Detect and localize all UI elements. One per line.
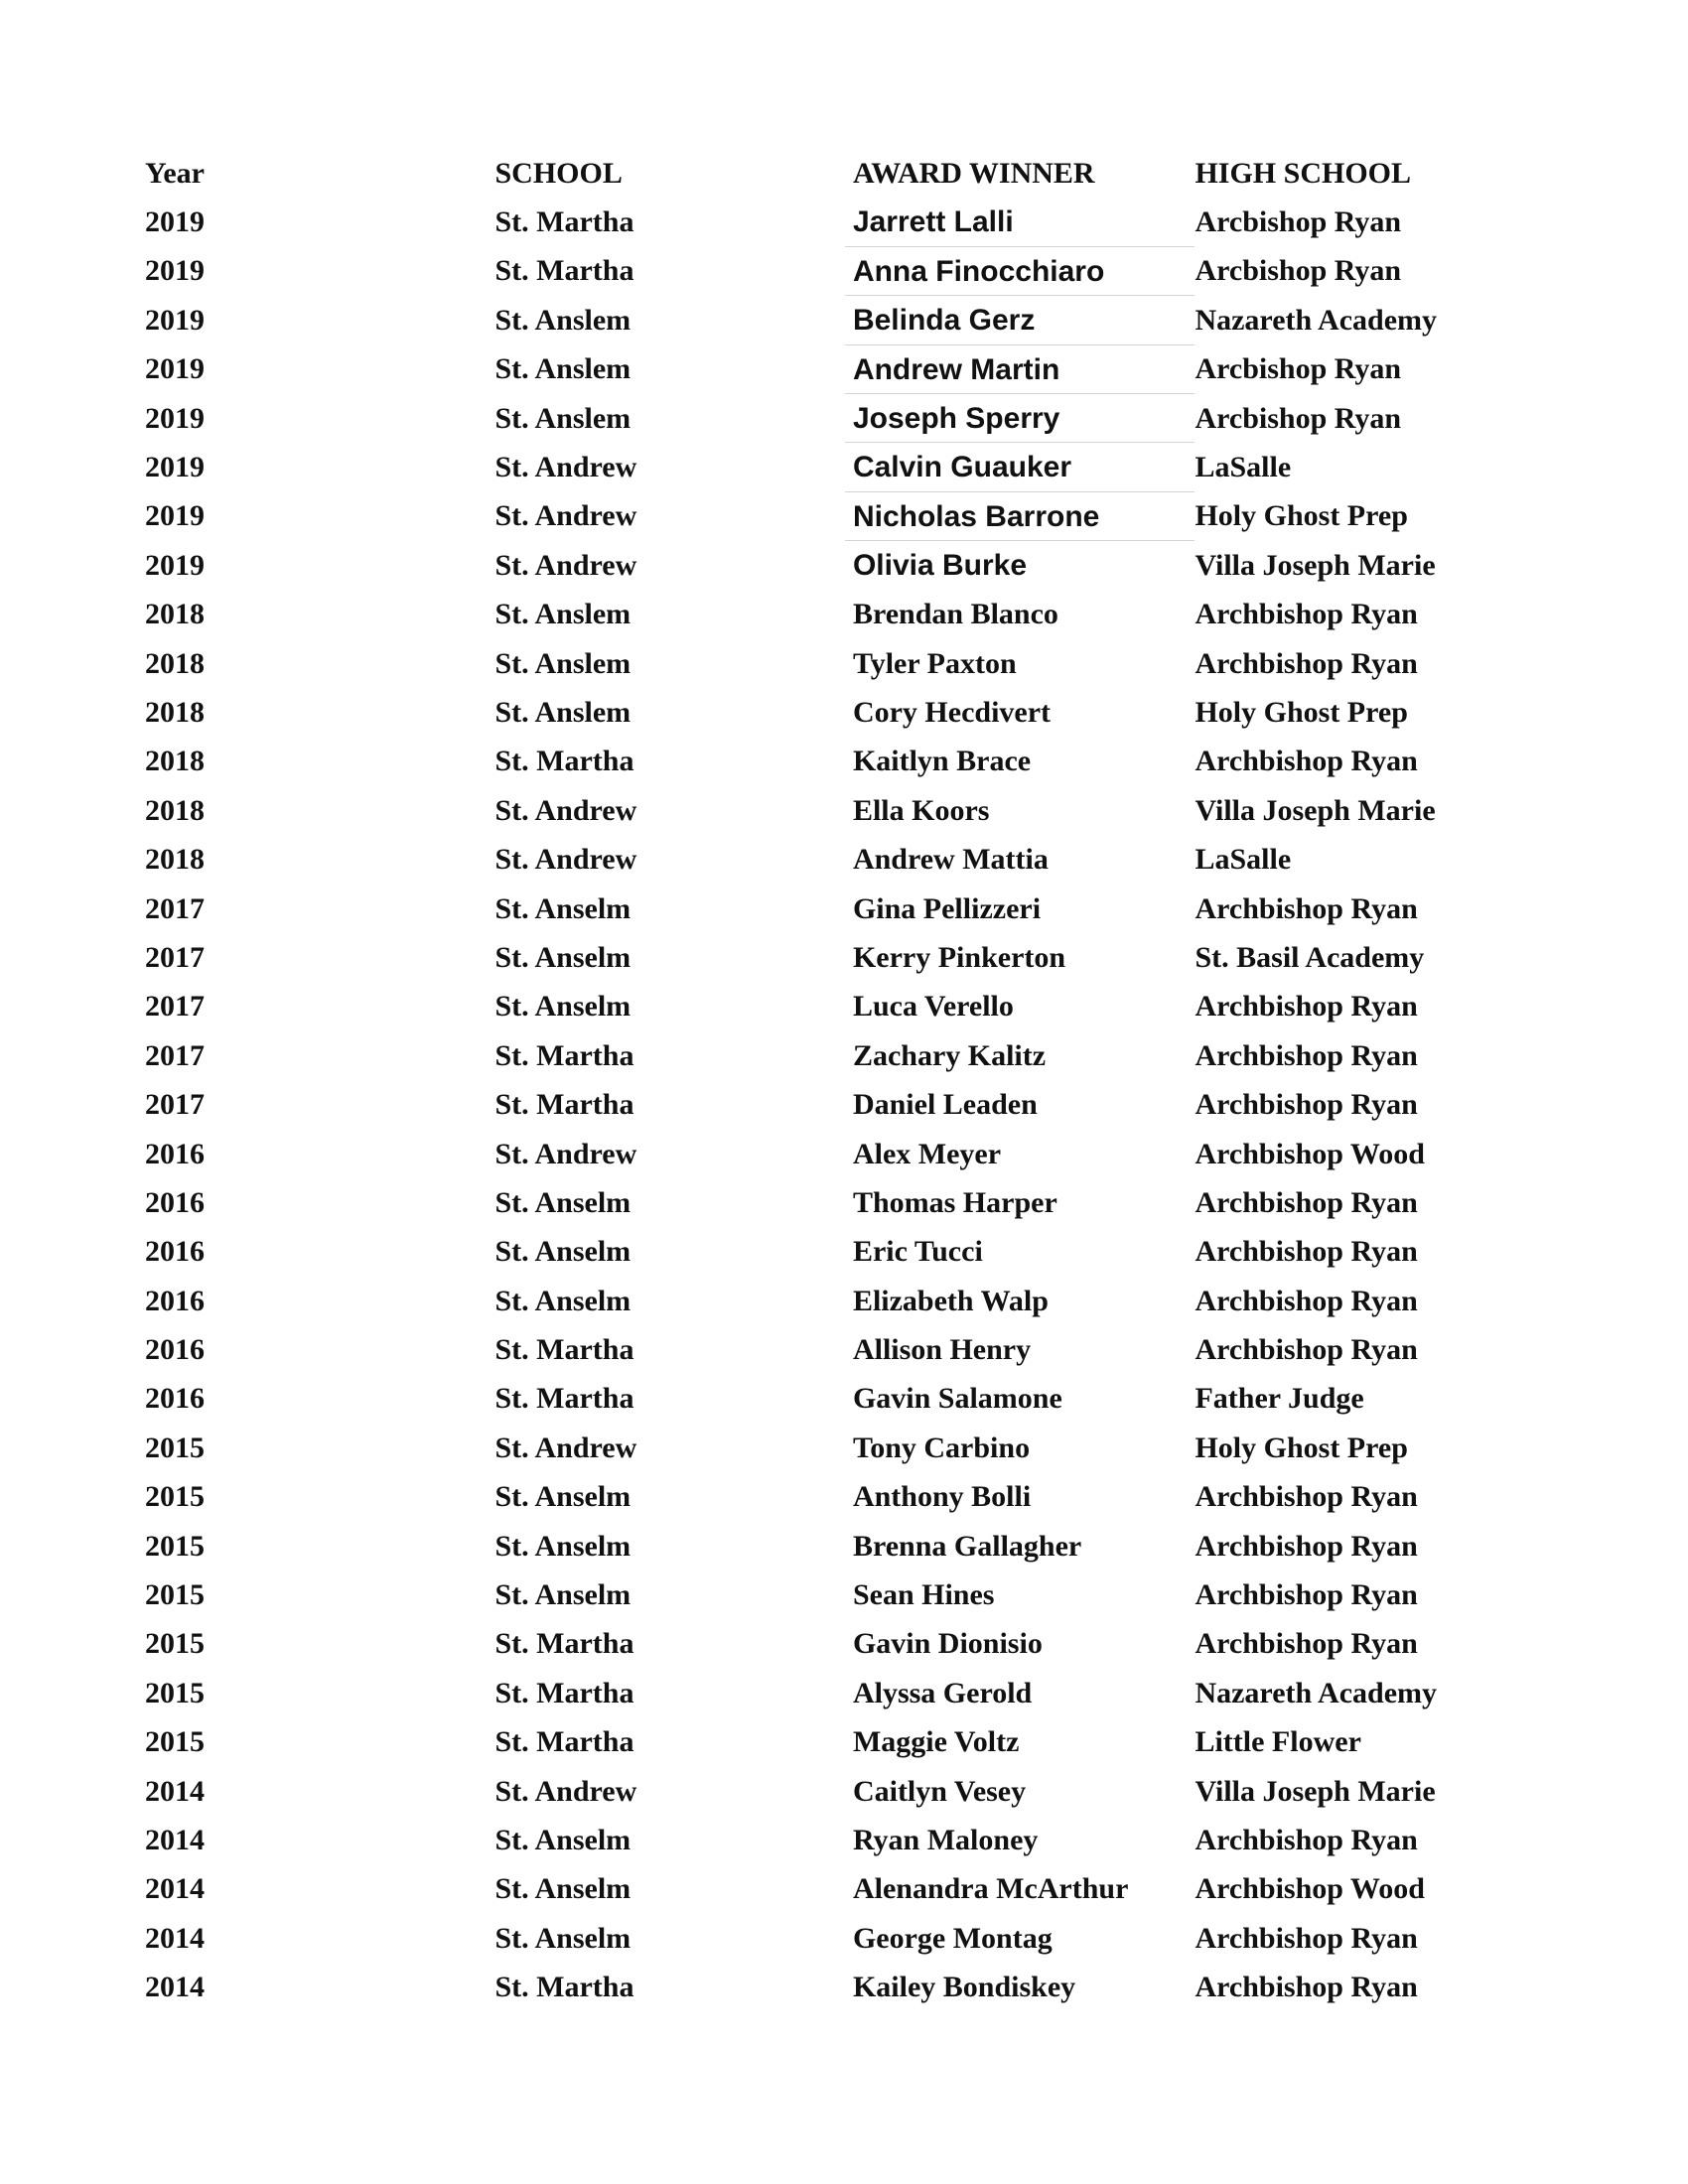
school-cell: St. Anslem xyxy=(494,352,632,386)
high-school-cell: Archbishop Ryan xyxy=(1195,1578,1418,1612)
award-winner-cell: Eric Tucci xyxy=(852,1235,983,1269)
award-winner-cell: George Montag xyxy=(852,1921,1053,1955)
high-school-cell: Arcbishop Ryan xyxy=(1195,254,1402,288)
table-row xyxy=(141,1473,1531,1522)
school-cell: St. Martha xyxy=(494,1333,634,1367)
year-cell: 2019 xyxy=(145,254,205,288)
year-cell: 2017 xyxy=(145,940,205,974)
award-winner-cell: Brendan Blanco xyxy=(852,598,1058,631)
table-row xyxy=(141,688,1531,737)
award-winner-cell: Sean Hines xyxy=(852,1578,995,1612)
school-cell: St. Anslem xyxy=(494,646,632,680)
school-cell: St. Andrew xyxy=(494,1137,637,1170)
school-cell: St. Martha xyxy=(494,745,634,778)
school-cell: St. Martha xyxy=(494,1725,634,1759)
high-school-cell: St. Basil Academy xyxy=(1195,940,1425,974)
table-row xyxy=(141,738,1531,786)
year-cell: 2014 xyxy=(145,1921,205,1955)
award-winner-cell: Calvin Guauker xyxy=(845,443,1196,491)
school-cell: St. Anslem xyxy=(494,401,632,435)
award-winner-cell: Jarrett Lalli xyxy=(845,198,1196,246)
year-cell: 2017 xyxy=(145,891,205,925)
award-winner-cell: Tony Carbino xyxy=(852,1431,1031,1464)
school-cell: St. Andrew xyxy=(494,1774,637,1808)
school-cell: St. Anselm xyxy=(494,1235,632,1269)
year-cell: 2015 xyxy=(145,1578,205,1612)
year-cell: 2017 xyxy=(145,990,205,1024)
high-school-cell: Archbishop Ryan xyxy=(1195,891,1418,925)
school-cell: St. Andrew xyxy=(494,793,637,827)
school-cell: St. Anselm xyxy=(494,1921,632,1955)
year-cell: 2016 xyxy=(145,1382,205,1416)
table-row xyxy=(141,983,1531,1031)
high-school-cell: Father Judge xyxy=(1195,1382,1364,1416)
school-cell: St. Anselm xyxy=(494,1529,632,1563)
high-school-cell: Archbishop Ryan xyxy=(1195,1038,1418,1072)
table-row xyxy=(141,933,1531,982)
high-school-cell: Arcbishop Ryan xyxy=(1195,205,1402,239)
high-school-cell: Archbishop Ryan xyxy=(1195,1284,1418,1317)
high-school-cell: Archbishop Ryan xyxy=(1195,1235,1418,1269)
school-cell: St. Anselm xyxy=(494,1872,632,1906)
high-school-cell: Archbishop Ryan xyxy=(1195,1823,1418,1856)
table-row xyxy=(141,1816,1531,1864)
high-school-cell: Holy Ghost Prep xyxy=(1195,695,1408,729)
high-school-cell: Villa Joseph Marie xyxy=(1195,793,1436,827)
award-winner-cell: Andrew Mattia xyxy=(852,843,1049,877)
high-school-cell: Archbishop Ryan xyxy=(1195,1627,1418,1661)
table-row xyxy=(141,345,1531,394)
table-row xyxy=(141,1375,1531,1424)
school-cell: St. Martha xyxy=(494,205,634,239)
school-cell: St. Anslem xyxy=(494,303,632,337)
table-row xyxy=(141,591,1531,639)
high-school-cell: Archbishop Ryan xyxy=(1195,1971,1418,2004)
high-school-cell: Archbishop Ryan xyxy=(1195,990,1418,1024)
year-cell: 2018 xyxy=(145,843,205,877)
year-cell: 2015 xyxy=(145,1725,205,1759)
high-school-cell: Archbishop Ryan xyxy=(1195,1480,1418,1514)
high-school-cell: Archbishop Ryan xyxy=(1195,1921,1418,1955)
table-row xyxy=(141,639,1531,688)
high-school-cell: Holy Ghost Prep xyxy=(1195,499,1408,533)
school-cell: St. Anslem xyxy=(494,695,632,729)
school-cell: St. Martha xyxy=(494,1088,634,1122)
school-cell: St. Martha xyxy=(494,1038,634,1072)
year-cell: 2014 xyxy=(145,1774,205,1808)
high-school-cell: Archbishop Ryan xyxy=(1195,1185,1418,1219)
year-cell: 2017 xyxy=(145,1088,205,1122)
header-year: Year xyxy=(145,156,205,190)
year-cell: 2018 xyxy=(145,793,205,827)
high-school-cell: Holy Ghost Prep xyxy=(1195,1431,1408,1464)
high-school-cell: Archbishop Ryan xyxy=(1195,1088,1418,1122)
school-cell: St. Anselm xyxy=(494,1578,632,1612)
award-winner-cell: Maggie Voltz xyxy=(852,1725,1020,1759)
table-row xyxy=(141,1228,1531,1277)
high-school-cell: Archbishop Ryan xyxy=(1195,646,1418,680)
year-cell: 2015 xyxy=(145,1480,205,1514)
award-winner-cell: Caitlyn Vesey xyxy=(852,1774,1027,1808)
year-cell: 2019 xyxy=(145,205,205,239)
table-row xyxy=(141,1570,1531,1619)
school-cell: St. Anselm xyxy=(494,1284,632,1317)
table-row xyxy=(141,1669,1531,1717)
year-cell: 2015 xyxy=(145,1676,205,1709)
award-winner-cell: Nicholas Barrone xyxy=(845,492,1196,541)
school-cell: St. Anselm xyxy=(494,1823,632,1856)
award-table xyxy=(141,149,1531,2012)
table-row xyxy=(141,247,1531,296)
table-row xyxy=(141,541,1531,590)
year-cell: 2016 xyxy=(145,1235,205,1269)
school-cell: St. Anselm xyxy=(494,990,632,1024)
award-winner-cell: Joseph Sperry xyxy=(845,394,1196,443)
year-cell: 2019 xyxy=(145,401,205,435)
high-school-cell: Archbishop Ryan xyxy=(1195,1529,1418,1563)
high-school-cell: Nazareth Academy xyxy=(1195,1676,1438,1709)
year-cell: 2016 xyxy=(145,1333,205,1367)
table-row xyxy=(141,1914,1531,1963)
award-winner-cell: Belinda Gerz xyxy=(845,296,1196,344)
school-cell: St. Martha xyxy=(494,1676,634,1709)
award-winner-cell: Gavin Salamone xyxy=(852,1382,1062,1416)
award-winner-cell: Tyler Paxton xyxy=(852,646,1017,680)
school-cell: St. Anselm xyxy=(494,940,632,974)
award-winner-cell: Ryan Maloney xyxy=(852,1823,1039,1856)
award-winner-cell: Gavin Dionisio xyxy=(852,1627,1043,1661)
award-winner-cell: Daniel Leaden xyxy=(852,1088,1038,1122)
year-cell: 2019 xyxy=(145,352,205,386)
award-winner-cell: Kaitlyn Brace xyxy=(852,745,1032,778)
table-row xyxy=(141,1178,1531,1227)
award-winner-cell: Anthony Bolli xyxy=(852,1480,1032,1514)
table-row xyxy=(141,1080,1531,1129)
table-row xyxy=(141,198,1531,246)
table-row xyxy=(141,1130,1531,1178)
award-winner-cell: Thomas Harper xyxy=(852,1185,1057,1219)
high-school-cell: Little Flower xyxy=(1195,1725,1361,1759)
table-row xyxy=(141,1767,1531,1816)
year-cell: 2018 xyxy=(145,646,205,680)
award-winner-cell: Alyssa Gerold xyxy=(852,1676,1033,1709)
high-school-cell: Arcbishop Ryan xyxy=(1195,352,1402,386)
high-school-cell: LaSalle xyxy=(1195,843,1292,877)
table-row xyxy=(141,1522,1531,1570)
award-winner-cell: Gina Pellizzeri xyxy=(852,891,1042,925)
high-school-cell: Nazareth Academy xyxy=(1195,303,1438,337)
high-school-cell: Archbishop Ryan xyxy=(1195,745,1418,778)
table-header-row xyxy=(141,149,1531,198)
table-row xyxy=(141,1424,1531,1472)
award-winner-cell: Olivia Burke xyxy=(852,549,1028,583)
high-school-cell: Arcbishop Ryan xyxy=(1195,401,1402,435)
table-row xyxy=(141,443,1531,491)
school-cell: St. Anslem xyxy=(494,598,632,631)
school-cell: St. Anselm xyxy=(494,1185,632,1219)
table-row xyxy=(141,1865,1531,1914)
school-cell: St. Martha xyxy=(494,1971,634,2004)
high-school-cell: Villa Joseph Marie xyxy=(1195,548,1436,582)
school-cell: St. Andrew xyxy=(494,499,637,533)
award-winner-cell: Allison Henry xyxy=(852,1333,1032,1367)
school-cell: St. Andrew xyxy=(494,843,637,877)
award-winner-cell: Alenandra McArthur xyxy=(852,1872,1129,1906)
year-cell: 2014 xyxy=(145,1971,205,2004)
table-row xyxy=(141,1963,1531,2011)
award-winner-cell: Zachary Kalitz xyxy=(852,1038,1047,1072)
award-winner-cell: Kerry Pinkerton xyxy=(852,940,1066,974)
high-school-cell: Archbishop Ryan xyxy=(1195,598,1418,631)
table-row xyxy=(141,296,1531,344)
high-school-cell: Archbishop Wood xyxy=(1195,1872,1425,1906)
award-winner-cell: Alex Meyer xyxy=(852,1137,1002,1170)
table-body xyxy=(141,198,1531,2011)
school-cell: St. Andrew xyxy=(494,1431,637,1464)
year-cell: 2018 xyxy=(145,598,205,631)
school-cell: St. Anselm xyxy=(494,891,632,925)
school-cell: St. Andrew xyxy=(494,451,637,484)
award-winner-cell: Cory Hecdivert xyxy=(852,695,1052,729)
table-row xyxy=(141,885,1531,933)
year-cell: 2019 xyxy=(145,451,205,484)
award-winner-cell: Anna Finocchiaro xyxy=(845,247,1196,296)
year-cell: 2019 xyxy=(145,303,205,337)
year-cell: 2019 xyxy=(145,499,205,533)
table-row xyxy=(141,1620,1531,1669)
table-row xyxy=(141,1031,1531,1080)
year-cell: 2018 xyxy=(145,745,205,778)
year-cell: 2019 xyxy=(145,548,205,582)
table-row xyxy=(141,1325,1531,1374)
high-school-cell: Archbishop Ryan xyxy=(1195,1333,1418,1367)
table-row xyxy=(141,394,1531,443)
award-winner-cell: Andrew Martin xyxy=(845,345,1196,394)
high-school-cell: LaSalle xyxy=(1195,451,1292,484)
award-winner-cell: Elizabeth Walp xyxy=(852,1284,1049,1317)
school-cell: St. Anselm xyxy=(494,1480,632,1514)
header-award-winner: AWARD WINNER xyxy=(852,156,1095,190)
award-winner-cell: Luca Verello xyxy=(852,990,1014,1024)
year-cell: 2015 xyxy=(145,1431,205,1464)
year-cell: 2016 xyxy=(145,1284,205,1317)
table-row xyxy=(141,492,1531,541)
year-cell: 2016 xyxy=(145,1185,205,1219)
year-cell: 2016 xyxy=(145,1137,205,1170)
table-row xyxy=(141,786,1531,835)
table-row xyxy=(141,1277,1531,1325)
school-cell: St. Martha xyxy=(494,254,634,288)
award-winner-cell: Kailey Bondiskey xyxy=(852,1971,1076,2004)
header-school: SCHOOL xyxy=(494,156,623,190)
high-school-cell: Villa Joseph Marie xyxy=(1195,1774,1436,1808)
school-cell: St. Andrew xyxy=(494,548,637,582)
school-cell: St. Martha xyxy=(494,1382,634,1416)
year-cell: 2015 xyxy=(145,1627,205,1661)
year-cell: 2017 xyxy=(145,1038,205,1072)
year-cell: 2014 xyxy=(145,1823,205,1856)
award-winner-cell: Brenna Gallagher xyxy=(852,1529,1082,1563)
table-row xyxy=(141,835,1531,884)
high-school-cell: Archbishop Wood xyxy=(1195,1137,1425,1170)
award-winner-cell: Ella Koors xyxy=(852,793,990,827)
header-high-school: HIGH SCHOOL xyxy=(1195,156,1411,190)
year-cell: 2018 xyxy=(145,695,205,729)
year-cell: 2014 xyxy=(145,1872,205,1906)
table-row xyxy=(141,1718,1531,1767)
year-cell: 2015 xyxy=(145,1529,205,1563)
school-cell: St. Martha xyxy=(494,1627,634,1661)
